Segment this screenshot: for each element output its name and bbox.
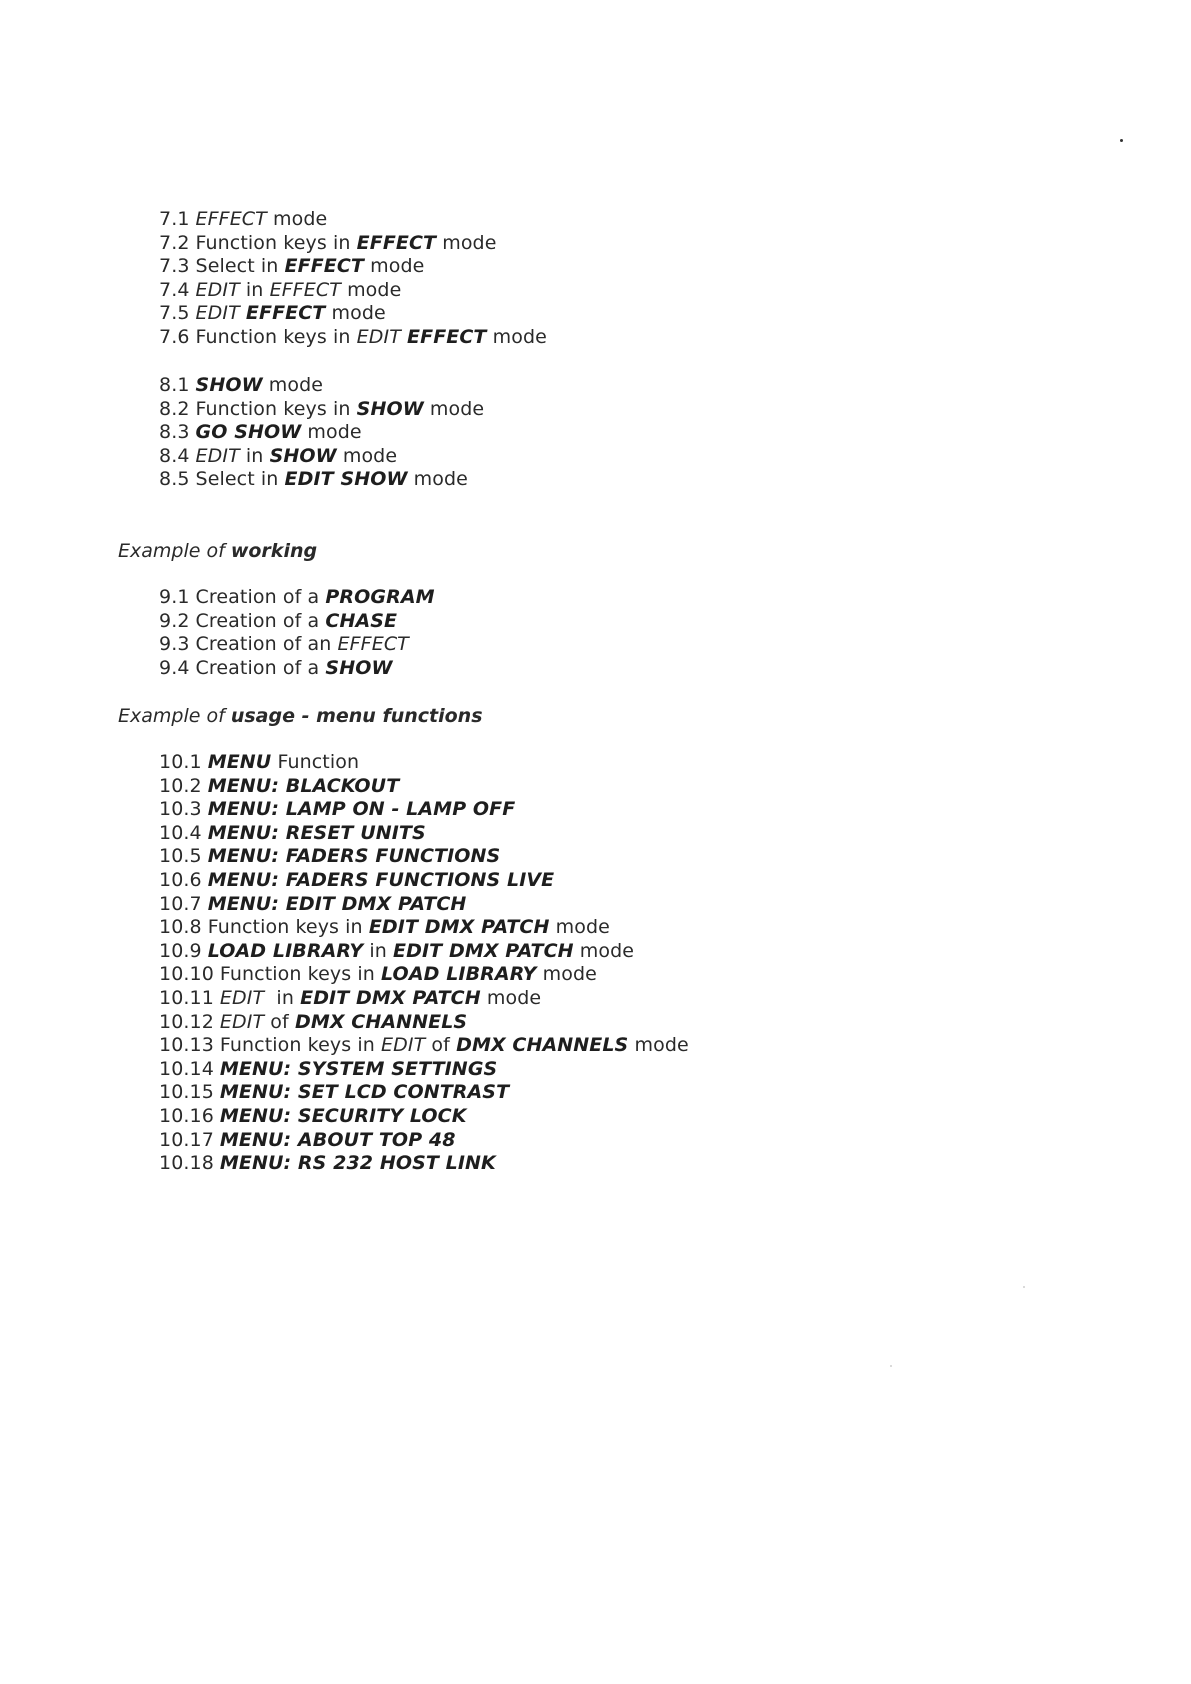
scan-speck bbox=[1023, 1286, 1025, 1288]
toc-entry-number: 10.4 bbox=[159, 821, 202, 844]
toc-entry-text: in bbox=[264, 986, 301, 1009]
toc-entry-number: 10.9 bbox=[159, 939, 202, 962]
toc-entry-keyword: MENU bbox=[207, 751, 272, 773]
toc-entry-keyword: EFFECT bbox=[269, 278, 341, 301]
toc-entry-number: 10.2 bbox=[159, 774, 202, 797]
toc-entry-keyword: EDIT bbox=[356, 325, 401, 348]
toc-entry-keyword: DMX CHANNELS bbox=[294, 1010, 468, 1033]
toc-entry-text: mode bbox=[336, 444, 398, 467]
toc-entry-number: 10.3 bbox=[159, 798, 202, 821]
heading-working-prefix: Example of bbox=[118, 540, 231, 562]
toc-entry-keyword: MENU: EDIT DMX PATCH bbox=[207, 892, 467, 915]
toc-entry bbox=[159, 845, 689, 869]
toc-entry bbox=[159, 610, 435, 634]
toc-entry-keyword: CHASE bbox=[325, 609, 398, 632]
toc-section-8 bbox=[159, 374, 484, 492]
toc-entry bbox=[159, 1081, 689, 1105]
toc-entry-number: 10.12 bbox=[159, 1010, 214, 1033]
toc-entry-number: 9.3 bbox=[159, 633, 190, 656]
toc-entry-number: 10.18 bbox=[159, 1152, 214, 1175]
toc-entry bbox=[159, 468, 484, 492]
scan-speck bbox=[890, 1365, 892, 1367]
toc-entry-keyword: MENU: BLACKOUT bbox=[207, 774, 400, 797]
toc-entry-number: 7.1 bbox=[159, 208, 190, 230]
toc-entry bbox=[159, 775, 689, 799]
toc-entry-number: 7.2 bbox=[159, 231, 190, 254]
toc-entry-text: Function keys in bbox=[219, 1034, 382, 1057]
toc-section-10 bbox=[159, 751, 689, 1176]
toc-entry bbox=[159, 1152, 689, 1176]
toc-entry-keyword: LOAD LIBRARY bbox=[207, 939, 364, 962]
toc-entry bbox=[159, 987, 689, 1011]
toc-entry-keyword: EDIT bbox=[381, 1034, 426, 1057]
toc-entry-text: of bbox=[425, 1034, 457, 1057]
toc-entry-text: Creation of a bbox=[195, 609, 326, 632]
toc-entry-text: Creation of a bbox=[195, 586, 326, 608]
toc-entry bbox=[159, 374, 484, 398]
toc-entry-keyword: DMX CHANNELS bbox=[456, 1034, 629, 1057]
toc-entry-keyword: MENU: SECURITY LOCK bbox=[219, 1104, 467, 1127]
toc-entry bbox=[159, 893, 689, 917]
toc-entry-keyword: MENU: FADERS FUNCTIONS LIVE bbox=[207, 868, 555, 891]
toc-entry-keyword: EFFECT bbox=[195, 208, 267, 230]
toc-entry-keyword: SHOW bbox=[195, 374, 263, 396]
toc-entry-text: Select in bbox=[195, 468, 285, 491]
toc-entry-number: 10.7 bbox=[159, 892, 202, 915]
toc-entry-text: mode bbox=[549, 916, 610, 939]
toc-entry-keyword: PROGRAM bbox=[325, 586, 435, 608]
toc-entry-number: 8.4 bbox=[159, 444, 190, 467]
toc-section-9 bbox=[159, 586, 435, 680]
toc-entry-text: Creation of a bbox=[195, 656, 326, 679]
toc-entry bbox=[159, 255, 547, 279]
toc-entry bbox=[159, 1011, 689, 1035]
toc-entry-number: 8.2 bbox=[159, 397, 190, 420]
toc-entry-number: 8.5 bbox=[159, 468, 190, 491]
toc-entry-number: 10.16 bbox=[159, 1104, 214, 1127]
toc-entry-text: mode bbox=[628, 1034, 689, 1057]
toc-entry-keyword: SHOW bbox=[325, 656, 393, 679]
toc-entry bbox=[159, 751, 689, 775]
toc-entry-keyword: MENU: SET LCD CONTRAST bbox=[219, 1081, 510, 1104]
toc-entry bbox=[159, 421, 484, 445]
heading-usage-strong: usage - menu functions bbox=[230, 705, 483, 727]
toc-entry bbox=[159, 398, 484, 422]
toc-entry-text: in bbox=[239, 444, 270, 467]
heading-example-of-working bbox=[118, 540, 317, 562]
toc-entry-number: 10.11 bbox=[159, 986, 214, 1009]
toc-entry bbox=[159, 916, 689, 940]
toc-entry-text: Function keys in bbox=[195, 397, 357, 420]
toc-entry-keyword: EDIT DMX PATCH bbox=[393, 939, 574, 962]
heading-usage-prefix: Example of bbox=[118, 705, 231, 727]
toc-section-7 bbox=[159, 208, 547, 350]
toc-entry-text: mode bbox=[436, 231, 497, 254]
toc-entry-text: mode bbox=[536, 963, 597, 986]
toc-entry-number: 10.6 bbox=[159, 868, 202, 891]
toc-entry-text: mode bbox=[266, 208, 328, 230]
scan-speck bbox=[1120, 139, 1123, 142]
toc-entry-text: mode bbox=[423, 397, 485, 420]
toc-entry-number: 9.2 bbox=[159, 609, 190, 632]
toc-entry bbox=[159, 279, 547, 303]
toc-entry-keyword: EDIT bbox=[195, 444, 240, 467]
toc-entry-text: mode bbox=[340, 278, 402, 301]
toc-entry-text: mode bbox=[301, 421, 362, 444]
toc-entry-text: mode bbox=[573, 939, 635, 962]
toc-entry bbox=[159, 657, 435, 681]
toc-entry-keyword: EDIT bbox=[219, 986, 265, 1009]
toc-entry-keyword: EFFECT bbox=[245, 302, 326, 325]
toc-entry-keyword: SHOW bbox=[356, 397, 424, 420]
toc-entry-number: 9.4 bbox=[159, 656, 190, 679]
toc-entry-text: Function keys in bbox=[207, 916, 369, 939]
toc-entry-keyword: EDIT bbox=[195, 302, 240, 325]
toc-entry-text: mode bbox=[486, 325, 547, 348]
toc-entry-text: in bbox=[363, 939, 394, 962]
toc-entry bbox=[159, 1034, 689, 1058]
toc-entry-keyword: EFFECT bbox=[337, 633, 409, 656]
toc-entry-text: Select in bbox=[195, 255, 285, 278]
toc-entry-text: in bbox=[239, 278, 270, 301]
toc-entry-keyword: MENU: ABOUT TOP 48 bbox=[219, 1128, 456, 1151]
toc-entry-keyword: EDIT bbox=[195, 278, 240, 301]
heading-working-strong: working bbox=[230, 540, 318, 562]
toc-entry-number: 10.5 bbox=[159, 845, 202, 868]
toc-entry-number: 10.10 bbox=[159, 963, 214, 986]
toc-entry bbox=[159, 633, 435, 657]
toc-entry bbox=[159, 869, 689, 893]
toc-entry-number: 9.1 bbox=[159, 586, 190, 608]
toc-entry-number: 10.1 bbox=[159, 751, 202, 773]
toc-entry-text: mode bbox=[480, 986, 542, 1009]
toc-entry-number: 7.3 bbox=[159, 255, 190, 278]
toc-entry bbox=[159, 798, 689, 822]
toc-entry-number: 10.17 bbox=[159, 1128, 214, 1151]
toc-entry-keyword: MENU: LAMP ON - LAMP OFF bbox=[207, 798, 516, 821]
toc-entry bbox=[159, 232, 547, 256]
toc-entry-number: 10.15 bbox=[159, 1081, 214, 1104]
toc-entry-text: Creation of an bbox=[195, 633, 338, 656]
toc-entry-text: mode bbox=[407, 468, 468, 491]
toc-entry-keyword: EFFECT bbox=[356, 231, 437, 254]
toc-entry-number: 10.8 bbox=[159, 916, 202, 939]
toc-entry-keyword: MENU: RS 232 HOST LINK bbox=[219, 1152, 496, 1175]
toc-entry-keyword: EFFECT bbox=[284, 255, 364, 278]
toc-entry-keyword: LOAD LIBRARY bbox=[381, 963, 537, 986]
toc-entry bbox=[159, 963, 689, 987]
toc-entry bbox=[159, 445, 484, 469]
toc-entry-text: mode bbox=[363, 255, 425, 278]
toc-entry-number: 8.1 bbox=[159, 374, 190, 396]
toc-entry-keyword: MENU: SYSTEM SETTINGS bbox=[219, 1057, 498, 1080]
heading-example-of-usage bbox=[118, 705, 483, 727]
toc-entry-keyword: GO SHOW bbox=[195, 421, 302, 444]
toc-entry-text: Function keys in bbox=[195, 231, 357, 254]
toc-entry-text: mode bbox=[262, 374, 324, 396]
toc-entry-number: 7.4 bbox=[159, 278, 190, 301]
toc-entry-number: 7.5 bbox=[159, 302, 190, 325]
toc-entry bbox=[159, 940, 689, 964]
toc-entry-number: 8.3 bbox=[159, 421, 190, 444]
toc-entry bbox=[159, 1129, 689, 1153]
toc-entry-keyword: EDIT SHOW bbox=[284, 468, 408, 491]
toc-entry-keyword: MENU: FADERS FUNCTIONS bbox=[207, 845, 501, 868]
toc-entry bbox=[159, 1105, 689, 1129]
toc-entry-text: Function keys in bbox=[195, 325, 357, 348]
toc-entry-keyword: EDIT DMX PATCH bbox=[300, 986, 481, 1009]
toc-entry bbox=[159, 326, 547, 350]
toc-entry-keyword: EDIT DMX PATCH bbox=[368, 916, 550, 939]
toc-entry-keyword: MENU: RESET UNITS bbox=[207, 821, 426, 844]
toc-entry-number: 10.13 bbox=[159, 1034, 214, 1057]
toc-entry-keyword: SHOW bbox=[269, 444, 337, 467]
toc-entry-keyword: EDIT bbox=[219, 1010, 265, 1033]
toc-entry bbox=[159, 586, 435, 610]
toc-entry bbox=[159, 822, 689, 846]
toc-entry bbox=[159, 302, 547, 326]
toc-entry-text: of bbox=[264, 1010, 295, 1033]
toc-entry bbox=[159, 208, 547, 232]
toc-entry-keyword: EFFECT bbox=[407, 325, 487, 348]
toc-entry bbox=[159, 1058, 689, 1082]
toc-entry-number: 7.6 bbox=[159, 325, 190, 348]
toc-entry-text: Function bbox=[271, 751, 360, 773]
toc-entry-text: Function keys in bbox=[219, 963, 382, 986]
toc-entry-text: mode bbox=[325, 302, 386, 325]
toc-entry-number: 10.14 bbox=[159, 1057, 214, 1080]
